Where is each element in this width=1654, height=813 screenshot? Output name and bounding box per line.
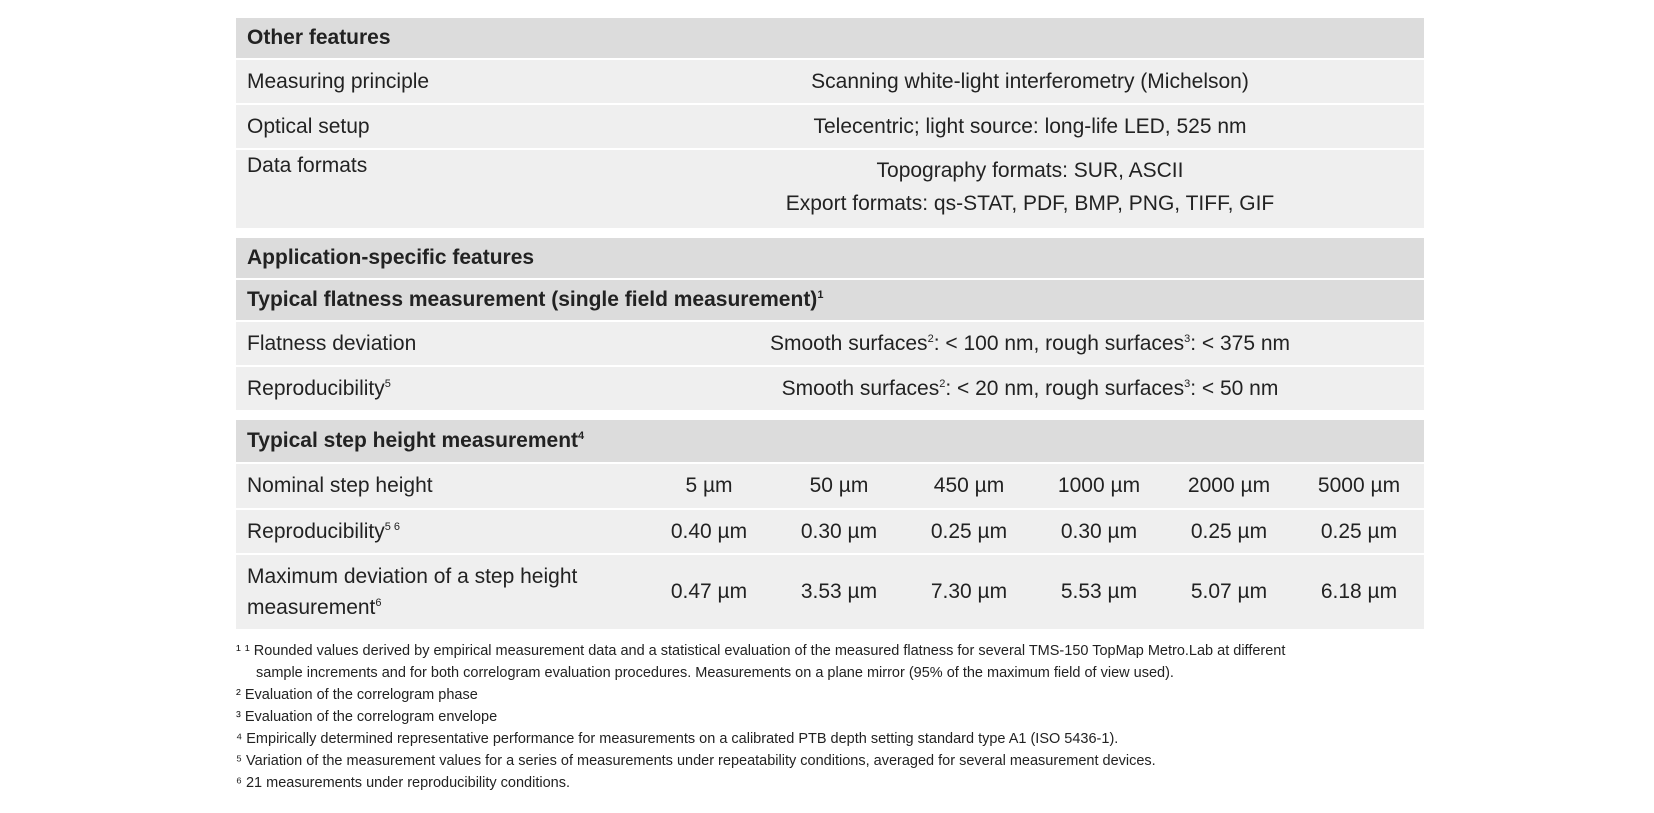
table-cell: 0.47 µm xyxy=(670,580,748,603)
footnote-ref: 5 6 xyxy=(384,520,401,533)
table-cell: 5 µm xyxy=(685,474,733,497)
table-cell: 0.40 µm xyxy=(670,519,748,543)
table-cell: 1000 µm xyxy=(1057,474,1141,497)
section-header-other-features xyxy=(236,18,1424,58)
table-cell: 0.25 µm xyxy=(1320,519,1398,543)
section-header-flatness xyxy=(236,280,1424,320)
row-value xyxy=(636,150,1424,220)
table-row-measuring-principle xyxy=(236,60,1424,103)
value-part: : < 50 nm xyxy=(1190,376,1279,400)
footnote-text: Rounded values derived by empirical measurement data and a statistical evaluation of the measured flatness for several TMS-150 TopMap Metro.Lab at different xyxy=(253,643,1286,659)
value-part: Smooth surfaces xyxy=(769,331,928,355)
table-cell: 6.18 µm xyxy=(1320,580,1398,603)
table-row-max-deviation xyxy=(236,555,1424,629)
section-title: Application-specific features xyxy=(247,246,535,269)
footnote-ref: 4 xyxy=(578,430,585,442)
table-row-step-reproducibility xyxy=(236,510,1424,553)
table-cell: 2000 µm xyxy=(1187,474,1271,497)
footnote-1 xyxy=(236,640,1424,662)
row-value xyxy=(636,377,1424,401)
value-part: Smooth surfaces xyxy=(781,376,940,400)
value-part: : < 375 nm xyxy=(1190,331,1291,355)
footnote-ref: 3 xyxy=(1184,332,1191,345)
row-label: Optical setup xyxy=(247,114,370,138)
section-title xyxy=(247,429,584,453)
label-line-2 xyxy=(247,592,644,623)
flatness-title-text: Typical flatness measurement (single field measurement) xyxy=(247,288,818,311)
footnote-marker: ¹ ¹ xyxy=(236,643,250,659)
row-label xyxy=(236,377,636,401)
table-cell: 0.30 µm xyxy=(800,519,878,543)
table-row-nominal-step-height xyxy=(236,464,1424,508)
table-cell: 3.53 µm xyxy=(800,580,878,603)
value-part: : < 20 nm, rough surfaces xyxy=(945,376,1185,400)
footnote-6: ⁶ 21 measurements under reproducibility conditions. xyxy=(236,775,571,791)
table-row-optical-setup xyxy=(236,105,1424,148)
table-cell: 0.25 µm xyxy=(930,519,1008,543)
table-cell: 0.25 µm xyxy=(1190,519,1268,543)
label-line-1: Maximum deviation of a step height xyxy=(247,565,578,588)
section-header-application-specific xyxy=(236,238,1424,278)
row-label xyxy=(236,561,644,623)
topography-formats: Topography formats: SUR, ASCII xyxy=(876,159,1184,182)
row-value xyxy=(636,332,1424,356)
table-cell: 0.30 µm xyxy=(1060,519,1138,543)
footnote-5: ⁵ Variation of the measurement values for a series of measurements under repeatability conditions, averaged for several measurement devices. xyxy=(236,753,1156,769)
table-row-flatness-deviation xyxy=(236,322,1424,365)
footnote-4: ⁴ Empirically determined representative performance for measurements on a calibrated PTB depth setting standard type A1 (ISO 5436-1). xyxy=(236,731,1119,747)
export-formats: Export formats: qs-STAT, PDF, BMP, PNG, TIFF, GIF xyxy=(785,192,1275,215)
footnote-ref: 5 xyxy=(384,377,391,390)
table-cell: 5000 µm xyxy=(1317,474,1401,497)
row-label: Nominal step height xyxy=(247,474,433,497)
section-title: Other features xyxy=(247,26,391,49)
row-label: Measuring principle xyxy=(247,69,430,93)
step-title-text: Typical step height measurement xyxy=(247,429,579,452)
footnote-ref: 1 xyxy=(817,289,824,301)
footnote-ref: 2 xyxy=(927,332,934,345)
label-text: Reproducibility xyxy=(247,519,385,543)
table-cell: 7.30 µm xyxy=(930,580,1008,603)
table-row-data-formats xyxy=(236,150,1424,228)
footnote-ref: 3 xyxy=(1184,377,1191,390)
table-cell: 5.53 µm xyxy=(1060,580,1138,603)
table-cell: 50 µm xyxy=(809,474,869,497)
row-value: Scanning white-light interferometry (Michelson) xyxy=(811,69,1249,93)
footnote-3: ³ Evaluation of the correlogram envelope xyxy=(236,709,498,725)
table-row-flatness-reproducibility xyxy=(236,367,1424,410)
footnotes xyxy=(236,640,1424,794)
label-text: measurement xyxy=(247,596,376,619)
value-part: : < 100 nm, rough surfaces xyxy=(933,331,1185,355)
row-label xyxy=(236,520,644,544)
section-header-step-height xyxy=(236,420,1424,462)
table-cell: 5.07 µm xyxy=(1190,580,1268,603)
footnote-1-continued xyxy=(236,662,1424,684)
section-title xyxy=(247,288,823,312)
spec-table xyxy=(236,18,1424,631)
footnote-text: sample increments and for both correlogram evaluation procedures. Measurements on a plane mirror (95% of the maximum field of view used). xyxy=(256,665,1174,681)
table-cell: 450 µm xyxy=(933,474,1005,497)
label-text: Reproducibility xyxy=(247,376,385,400)
row-value: Telecentric; light source: long-life LED, 525 nm xyxy=(813,114,1247,138)
row-label: Flatness deviation xyxy=(247,331,417,355)
footnote-ref: 6 xyxy=(375,597,382,609)
footnote-2: ² Evaluation of the correlogram phase xyxy=(236,687,478,703)
footnote-ref: 2 xyxy=(939,377,946,390)
row-label: Data formats xyxy=(247,154,368,177)
